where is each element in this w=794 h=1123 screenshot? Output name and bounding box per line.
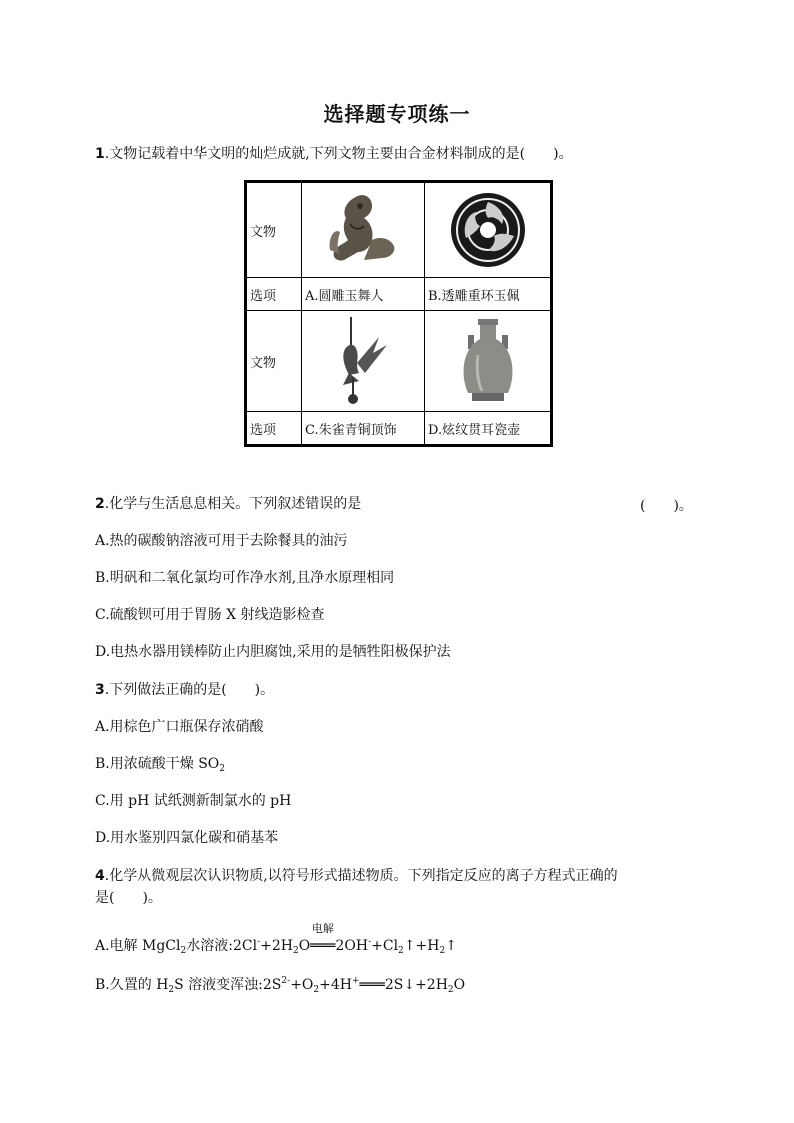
relics-table — [244, 180, 553, 447]
q3-option-b: B.用浓硫酸干燥 $SO_2$ — [95, 756, 225, 774]
page-title: 选择题专项练一 — [323, 102, 471, 126]
bronze-bird-icon — [302, 311, 425, 412]
q2-option-b: B.明矾和二氧化氯均可作净水剂,且净水原理相同 — [95, 570, 395, 586]
row-label-option: 选项 — [246, 278, 302, 311]
porcelain-vase-icon — [425, 311, 552, 412]
question-text: .化学与生活息息相关。下列叙述错误的是 — [104, 496, 362, 512]
q2-option-a: A.热的碳酸钠溶液可用于去除餐具的油污 — [95, 533, 348, 549]
q4-option-b: B.久置的 $H_2S$ 溶液变浑浊$:2S^{2-}+O_2+4H^+═══2S↓+2H_2O$ — [95, 976, 466, 995]
row-label-relic: 文物 — [246, 311, 302, 412]
question-text: .文物记载着中华文明的灿烂成就,下列文物主要由合金材料制成的是( )。 — [104, 146, 573, 162]
question-number: 2 — [95, 496, 105, 512]
option-a-label: A.圆雕玉舞人 — [302, 278, 425, 311]
question-number: 1 — [95, 146, 105, 162]
option-b-label: B.透雕重环玉佩 — [425, 278, 552, 311]
q4-option-a: A.电解 MgCl$_2$水溶液$:2Cl^-+2H_2O$ 电解 $═══2OH^-+Cl_2↑+H_2↑$ — [95, 922, 457, 956]
jade-dancer-icon — [302, 182, 425, 278]
question-2 — [95, 495, 361, 513]
question-number: 3 — [95, 682, 105, 698]
question-4-cont: 是( )。 — [95, 890, 162, 906]
question-text: .化学从微观层次认识物质,以符号形式描述物质。下列指定反应的离子方程式正确的 — [104, 868, 618, 884]
option-c-label: C.朱雀青铜顶饰 — [302, 412, 425, 446]
question-number: 4 — [95, 868, 105, 884]
question-3 — [95, 681, 274, 699]
question-4 — [95, 867, 618, 885]
q3-option-a: A.用棕色广口瓶保存浓硝酸 — [95, 719, 264, 735]
q3-option-d: D.用水鉴别四氯化碳和硝基苯 — [95, 830, 279, 846]
jade-ring-pendant-icon — [425, 182, 552, 278]
reaction-condition: 电解 ═══ — [310, 922, 336, 954]
row-label-option: 选项 — [246, 412, 302, 446]
q2-option-c: C.硫酸钡可用于胃肠 X 射线造影检查 — [95, 607, 325, 623]
answer-paren: ( )。 — [640, 498, 693, 514]
question-1 — [95, 145, 573, 163]
q3-option-c: C.用 pH 试纸测新制氯水的 pH — [95, 793, 292, 809]
row-label-relic: 文物 — [246, 182, 302, 278]
question-text: .下列做法正确的是( )。 — [104, 682, 275, 698]
option-d-label: D.炫纹贯耳瓷壶 — [425, 412, 552, 446]
q2-option-d: D.电热水器用镁棒防止内胆腐蚀,采用的是牺牲阳极保护法 — [95, 644, 451, 660]
